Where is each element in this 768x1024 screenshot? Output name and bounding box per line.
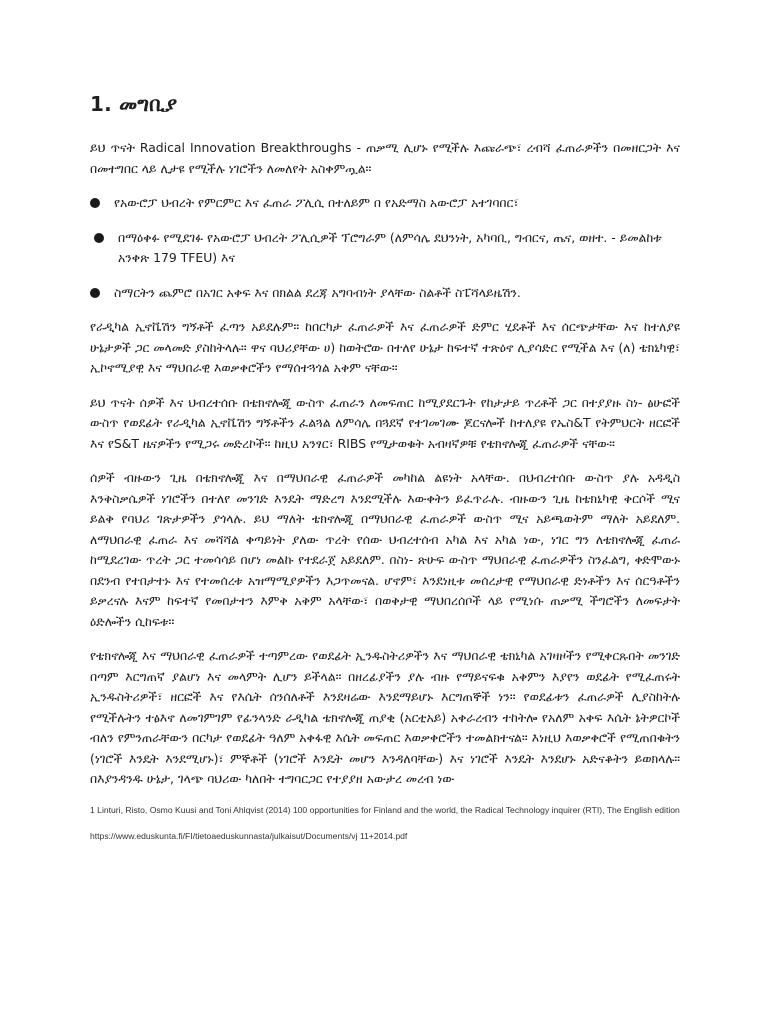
bullet-dot-icon	[90, 288, 100, 298]
bullet-dot-icon	[90, 198, 100, 208]
bullet-text: ስማርትን ጨምሮ በአገር አቀፍ እና በክልል ደረጃ አግባብነት ያላቸው ስልቶች ስፔሻላይዜሽን.	[114, 284, 521, 300]
bullet-item	[90, 193, 680, 214]
bullet-text: በማዕቀፉ የሚደገፉ የአውሮፓ ህብረት ፖሊሲዎች ፕሮግራም (ለምሳሌ ደህንነት, አካባቢ, ግብርና, ጤና, ወዘተ. - ይመልከቱ አንቀጽ 179 TFEU) እና	[118, 229, 662, 265]
body-paragraph: ይህ ጥናት ሰዎች እና ህብረተሰቡ በቴክኖሎጂ ውስጥ ፈጠራን ለመፍጠር ከሚያደርጉት የከታታይ ጥረቶች ጋር በተያያዙ ስነ- ፅሁፎች ውስጥ የወደፊት የራዲካል ኢኖቬሽን ግኝቶችን ፈልጓል ለምሳሌ በጓደኛ የተገመገሙ ጆርናሎች ከተለያዩ የኤስ&T የትምህርት ዘርፎች እና የS&T ዜናዎችን የሚጋሩ መድረኮች። ከዚህ አንፃር፣ RIBS የሚታወቁት አብዛኛዎቹ የቴክኖሎጂ ፈጠራዎች ናቸው።	[90, 394, 680, 451]
intro-paragraph: ይህ ጥናት Radical Innovation Breakthroughs - ጠቃሚ ሊሆኑ የሚችሉ እጩራጭ፣ ረብሻ ፈጠራዎችን በመዘርጋት እና በመተግበር ላይ ሊታዩ የሚችሉ ነገሮችን ለመለየት አስቀምጧል።	[90, 140, 680, 176]
bullet-item	[90, 228, 680, 269]
bullet-text: የአውሮፓ ህብረት የምርምር እና ፈጠራ ፖሊሲ በተለይም በ የአድማስ አውሮፓ አተገባበር፣	[114, 195, 519, 210]
body-paragraph: የቴክኖሎጂ እና ማህበራዊ ፈጠራዎች ተጣምረው የወደፊት ኢንዱስትሪዎችን እና ማህበራዊ ቴክኒካል አገዛዞችን የሚቀርጹበት መንገድ በጣም እርግጠኛ ያልሆነ እና መላምት ሊሆን ይችላል። በዘረፊያችን ያሉ ብዙ የማይናፍቁ አቅምን እያየን ወደፊት የሚፈጠሩት ኢንዱስትሪዎች፣ ዘርፎች እና የእሴት ሰንሰለቶች እንደዛሬው እንደማይሆኑ እርግጠኞች ነን። የወደፊቱን ፈጠራዎች ሊያስከትሉ የሚችሉትን ተፅእኖ ለመገምገም የፊንላንድ ራዲካል ቴክኖሎጂ ጠያቂ (አርቲአይ) አቀራረብን ተከትሎ የአለም አቀፍ እሴት ኔትዎርኮች ብለን የምንጠራቸውን በርካታ የወደፊት ዓለም አቀፋዊ እሴት መፍጠር እወቃቀሮችን ተመልክተናል። እነዚህ እወቃቀሮች የሚጠበቁትን (ነገሮች እንዴት እንደሚሆኑ)፣ ምኞቶች (ነገሮች እንዴት መሆን እንዳለባቸው) እና ነገሮች እንዴት እንደሆኑ አድናቆትን ይወክላሉ። በእያንዳንዱ ሁኔታ, ገላጭ ባህሪው ካለበት ተግባርጋር የተያያዘ አውታረ መረብ ነው	[90, 648, 680, 786]
body-paragraph: ሰዎች ብዙውን ጊዜ በቴክኖሎጂ እና በማህበራዊ ፈጠራዎች መካከል ልዩነት አላቸው. በህብረተሰቡ ውስጥ ያሉ አዳዲስ እንቅስቃሴዎች ነገሮችን በተለየ መንገድ እንዴት ማድረግ እንደሚችሉ እውቀትን ይፈጥራሉ. ብዙውን ጊዜ ከቴክኒካዊ ቅርሶች ሚና ይልቅ የባህሪ ገጽታዎችን ያጎላሉ. ይህ ማለት ቴክኖሎጂ በማህበራዊ ፈጠራዎች ውስጥ ሚና አይጫወትም ማለት አይደለም. ለማህበራዊ ፈጠራ እና መሻሻል ቀጣይነት ያለው ጥረት የሰው ህብረተሰብ አካል እና አካል ነው, ነገር ግን ለቴክኖሎጂ ፈጠራ ከሚደረገው ጥረት ጋር ተመሳሳይ በሆነ መልኩ የተደራጀ አይደለም. በስነ- ጽሁፍ ውስጥ ማህበራዊ ፈጠራዎችን ስንፈልግ, ቀድሞውኑ በደንብ የተበታተኑ እና የተመሰረቱ አዝማሚያዎችን እጋጥመናል. ሆኖም፣ እንደነዚቱ መሰረታዊ የማህበራዊ ድነቶችን እና ሰርዓቶችን ይቃረናሉ እናም ከፍተኛ የመበታተን እምቅ አቅም አላቸው፣ በወቅታዊ ማህበረሰቦች ላይ የሚነሱ ጠቃሚ ችግሮችን ለመፍታት ዕድሎችን ሲከፍቱ።	[90, 470, 680, 629]
bullet-dot-icon	[94, 233, 104, 243]
document-page	[90, 92, 680, 842]
footnote: 1 Linturi, Risto, Osmo Kuusi and Toni Ahlqvist (2014) 100 opportunities for Finland and the world, the Radical Technology inquirer (RTI), The English edition	[90, 804, 680, 815]
body-paragraph: የራዲካል ኢኖቬሽን ግኝቶች ፈጣን አይደሉም። ከበርካታ ፈጠራዎች እና ፈጠራዎች ድምር ሂደቶች እና ሰርጭታቸው እና ከተለያዩ ሁኔታዎች ጋር መላመድ ያስከትላሉ። ዋና ባህሪያቸው ሀ) ከወትሮው በተለየ ሁኔታ ከፍተኛ ተጽዕኖ ሊያሳድር የሚችል እና (ለ) ቴክኒካዊ፣ ኢኮኖሚያዊ እና ማህበራዊ እወቃቀሮችን የማሰተጓጎል አቅም ናቸው።	[90, 319, 680, 375]
section-heading: 1. መግቢያ	[90, 92, 178, 116]
footnote-url-link[interactable]: https://www.eduskunta.fi/FI/tietoaeduskunnasta/julkaisut/Documents/vj 11+2014.pdf	[90, 830, 408, 841]
bullet-item	[90, 283, 680, 304]
